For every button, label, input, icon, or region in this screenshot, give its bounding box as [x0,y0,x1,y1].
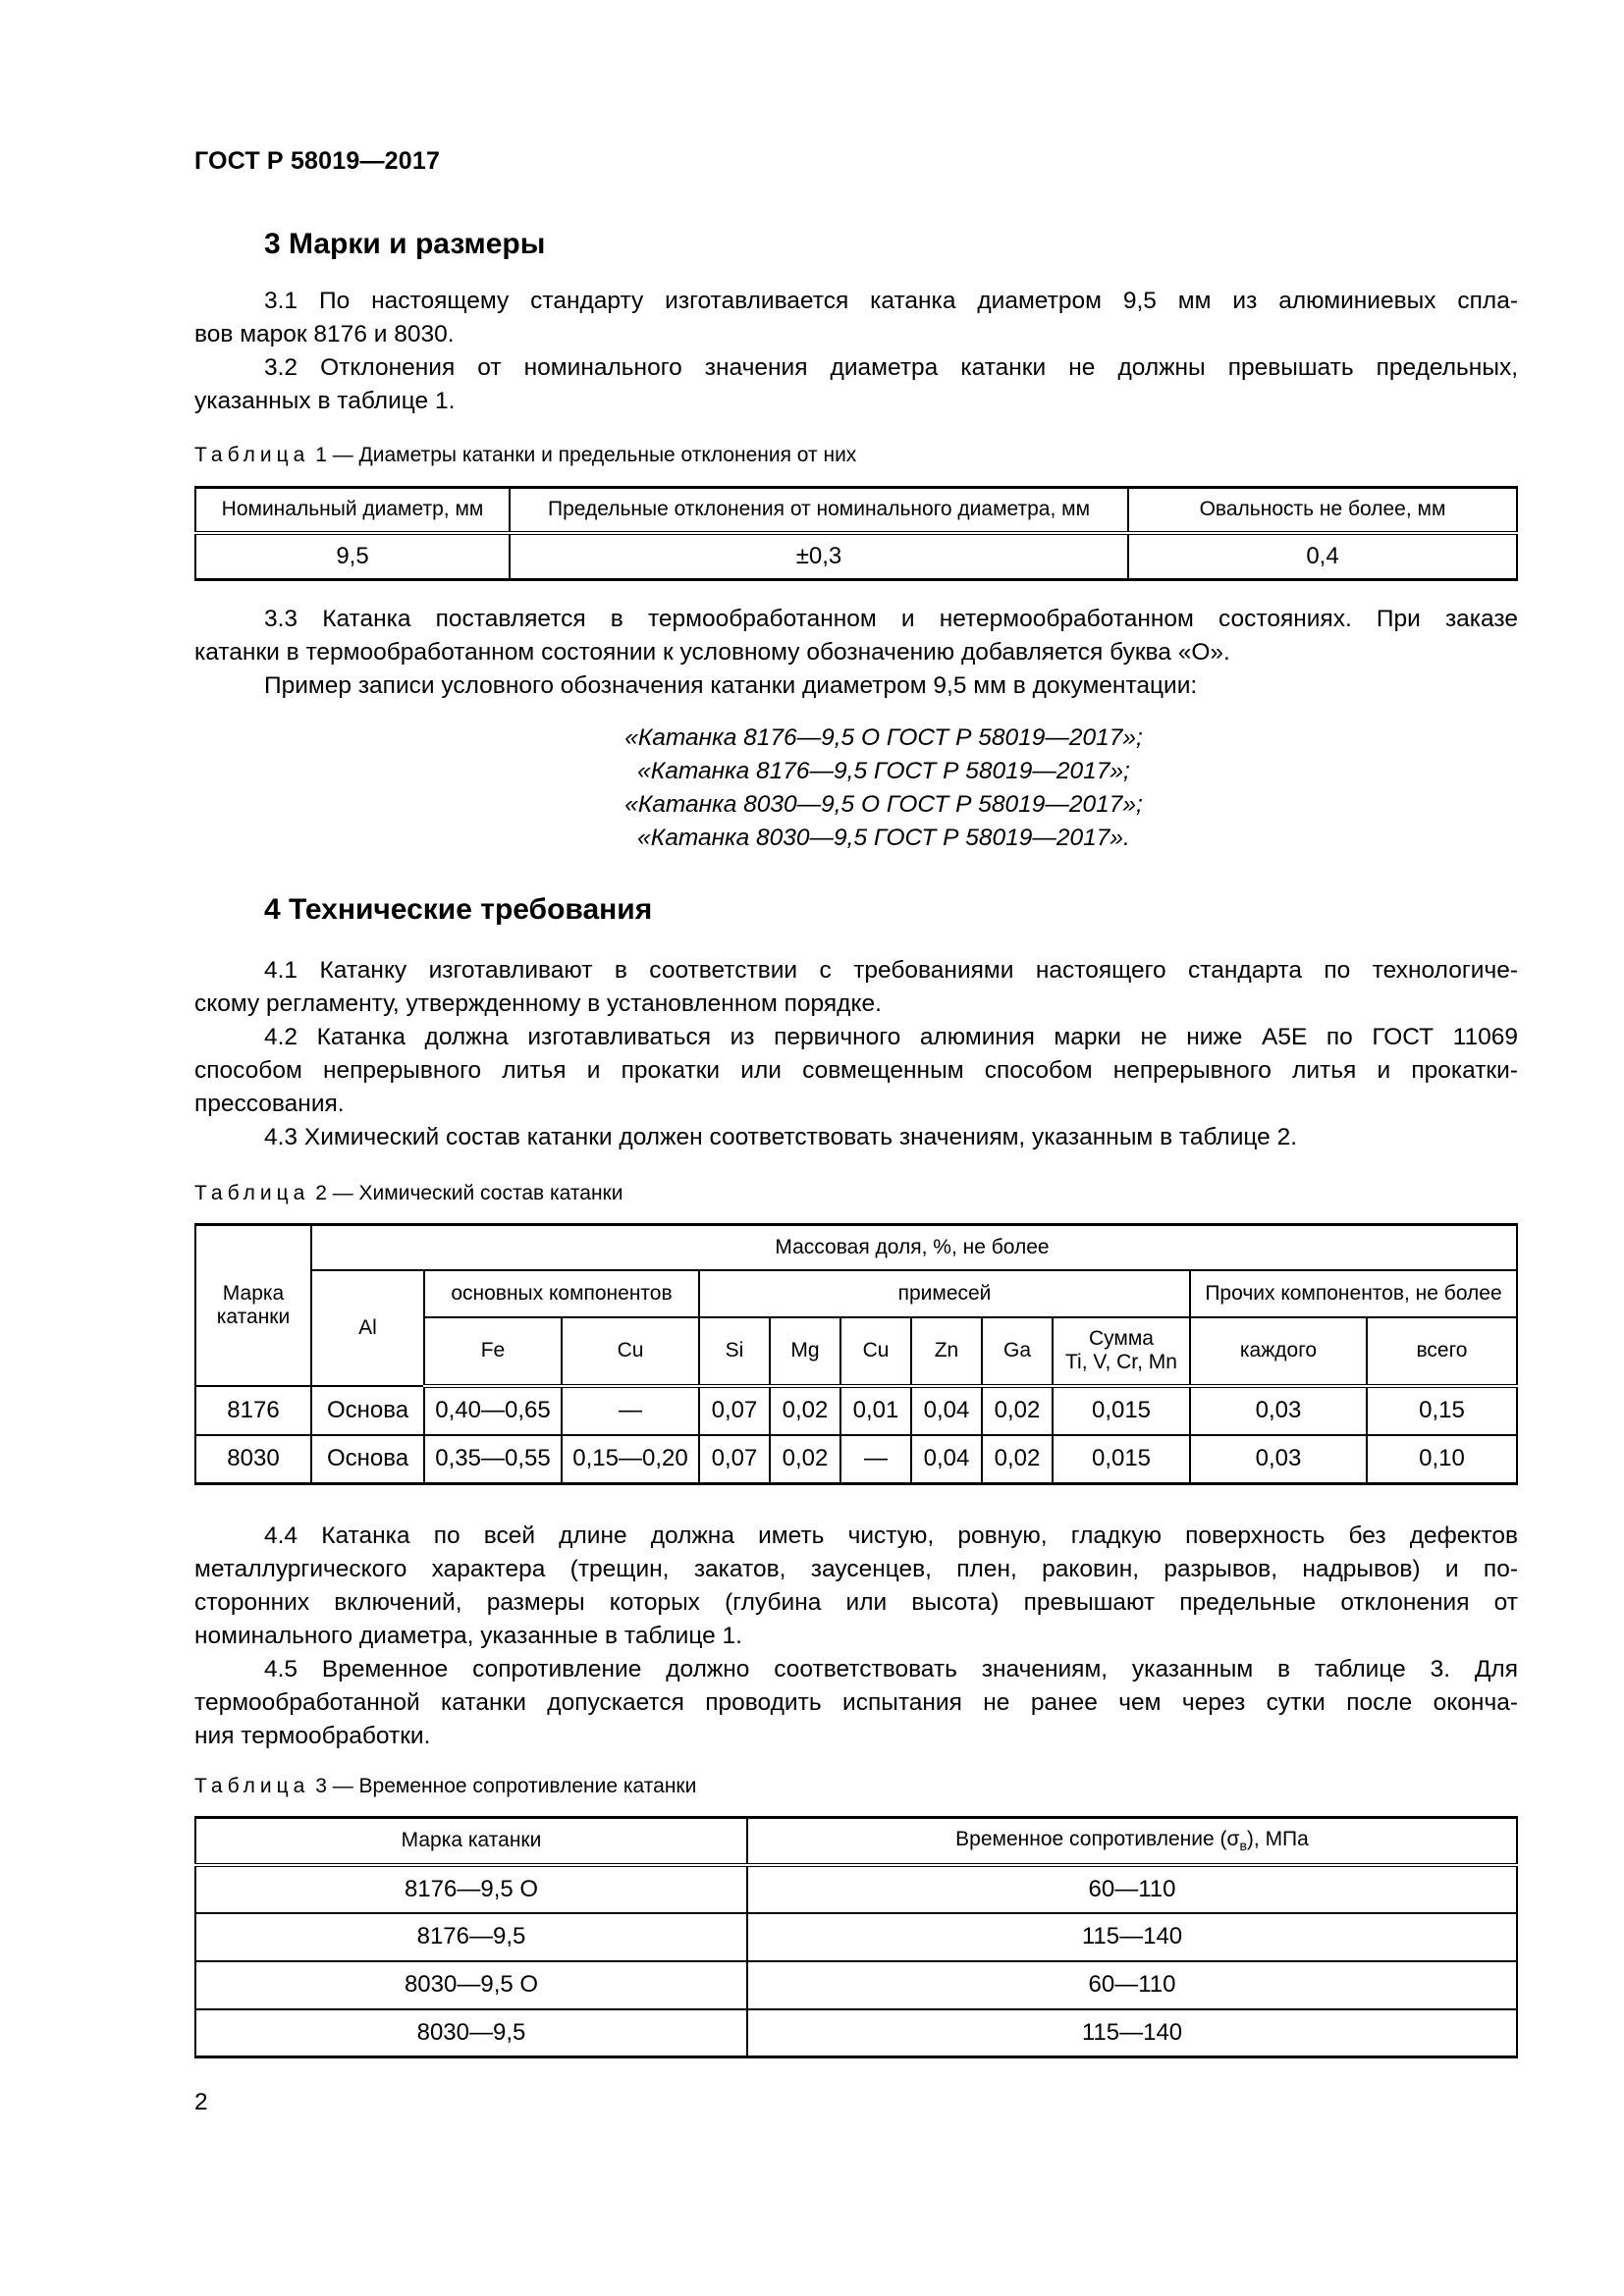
header-main-components: основных компонентов [424,1270,699,1317]
header-impurities: примесей [699,1270,1190,1317]
header-total: всего [1367,1317,1517,1386]
header-marka: Марка катанки [195,1818,747,1865]
table-3-caption: Таблица 3 — Временное сопротивление катанки [194,1775,697,1797]
header-mass-fraction: Массовая доля, %, не более [311,1225,1517,1270]
table-row: 8030 Основа 0,35—0,55 0,15—0,20 0,07 0,02 — 0,04 0,02 0,015 0,03 0,10 [195,1435,1517,1484]
table-1-header-cell: Номинальный диаметр, мм [195,488,510,533]
header-fe: Fe [424,1317,562,1386]
header-sum-ti-v-cr-mn: Сумма Ti, V, Cr, Mn [1053,1317,1190,1386]
section-4-title: 4 Технические требования [264,893,653,926]
table-row: 8176—9,5 О 60—110 [195,1865,1517,1913]
document-id: ГОСТ Р 58019—2017 [194,147,441,175]
table-2 [194,1223,1518,1485]
paragraph-4-2: 4.2 Катанка должна изготавливаться из первичного алюминия марки не ниже А5Е по ГОСТ 11069 способом непрерывного литья и прокатки или совмещенным способом непрерывного литья и прокатки- прессования. [194,1024,1518,1117]
table-row: 8176 Основа 0,40—0,65 — 0,07 0,02 0,01 0,04 0,02 0,015 0,03 0,15 [195,1386,1517,1435]
table-1-header-cell: Овальность не более, мм [1128,488,1517,533]
table-2-caption: Таблица 2 — Химический состав катанки [194,1182,623,1204]
paragraph-3-1: 3.1 По настоящему стандарту изготавливается катанка диаметром 9,5 мм из алюминиевых спла- вов марок 8176 и 8030. [194,288,1518,347]
example-line: «Катанка 8030—9,5 О ГОСТ Р 58019—2017»; [624,791,1143,818]
table-row: 9,5 ±0,3 0,4 [195,533,1517,580]
header-other-components: Прочих компонентов, не более [1190,1270,1517,1317]
header-cu-impurity: Cu [840,1317,911,1386]
header-marka: Марка катанки [195,1225,311,1386]
example-line: «Катанка 8176—9,5 ГОСТ Р 58019—2017»; [637,758,1130,784]
paragraph-example-intro: Пример записи условного обозначения катанки диаметром 9,5 мм в документации: [264,672,1198,699]
header-ga: Ga [982,1317,1053,1386]
header-zn: Zn [911,1317,982,1386]
paragraph-4-3: 4.3 Химический состав катанки должен соответствовать значениям, указанным в таблице 2. [264,1124,1298,1150]
table-1-header-cell: Предельные отклонения от номинального диаметра, мм [510,488,1128,533]
header-mg: Mg [770,1317,840,1386]
table-row: 8030—9,5 115—140 [195,2009,1517,2057]
header-al: Al [311,1270,424,1386]
designation-examples [530,721,1237,855]
table-1-caption: Таблица 1 — Диаметры катанки и предельные отклонения от них [194,444,857,466]
table-3 [194,1816,1518,2058]
example-line: «Катанка 8176—9,5 О ГОСТ Р 58019—2017»; [624,724,1143,751]
example-line: «Катанка 8030—9,5 ГОСТ Р 58019—2017». [637,825,1130,851]
paragraph-3-2: 3.2 Отклонения от номинального значения диаметра катанки не должны превышать предельных, указанных в таблице 1. [194,354,1518,414]
paragraph-4-4: 4.4 Катанка по всей длине должна иметь чистую, ровную, гладкую поверхность без дефектов металлургического характера (трещин, закатов, заусенцев, плен, раковин, разрывов, надрывов) и по- сторонних включений, размеры которых (глубина или высота) превышают предельные отклонения от номинального диаметра, указанные в таблице 1. [194,1522,1518,1649]
page-number: 2 [194,2089,208,2115]
header-cu: Cu [562,1317,699,1386]
table-row: 8176—9,5 115—140 [195,1913,1517,1961]
header-si: Si [699,1317,770,1386]
header-tensile-strength: Временное сопротивление $(\sigma_в)$, МПа [747,1818,1517,1865]
paragraph-4-1: 4.1 Катанку изготавливают в соответствии с требованиями настоящего стандарта по технологиче- скому регламенту, утвержденному в установленном порядке. [194,957,1518,1017]
table-row: 8030—9,5 О 60—110 [195,1961,1517,2009]
paragraph-3-3: 3.3 Катанка поставляется в термообработанном и нетермообработанном состояниях. При заказе катанки в термообработанном состоянии к условному обозначению добавляется буква «О». [194,606,1518,666]
section-3-title: 3 Марки и размеры [264,228,546,260]
table-1 [194,486,1518,581]
paragraph-4-5: 4.5 Временное сопротивление должно соответствовать значениям, указанным в таблице 3. Для термообработанной катанки допускается проводить испытания не ранее чем через сутки после оконча- ния термообработки. [194,1656,1518,1749]
header-each: каждого [1190,1317,1367,1386]
